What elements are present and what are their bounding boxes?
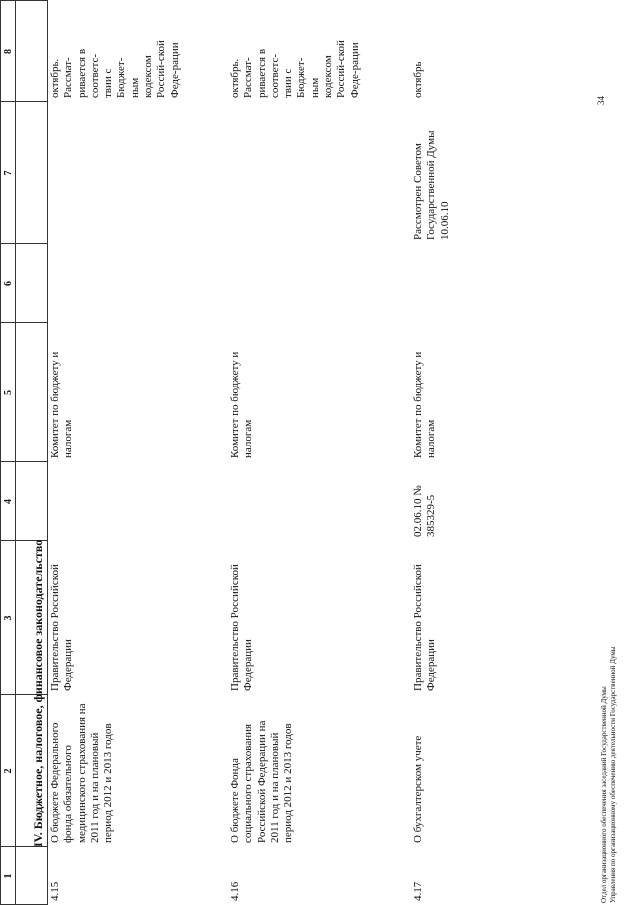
column-header: 3: [3, 615, 14, 621]
table-top-rule: [0, 0, 1, 905]
bill-initiator: Правительство Российской Федерации: [49, 564, 75, 691]
bill-title: О бухгалтерском учете: [412, 735, 424, 843]
column-header: 2: [3, 768, 14, 774]
review-term: октябрь: [412, 61, 424, 98]
header-bottom-rule: [15, 0, 16, 905]
bill-title: О бюджете Федерального фонда обязательного медицинского страхования на 2011 год и на плановый период 2012 и 2013 годов: [49, 703, 115, 843]
column-header: 6: [3, 281, 14, 286]
footer-directorate: Управления по организационному обеспечению деятельности Государственной Думы: [609, 646, 617, 903]
responsible-committee: Комитет по бюджету и налогам: [49, 351, 75, 458]
review-term: октябрь. Рассмат-ривается в соответс-твии с Бюджет-ным кодексом Россий-ской Феде-рации: [229, 40, 361, 98]
responsible-committee: Комитет по бюджету и налогам: [229, 351, 255, 458]
bill-initiator: Правительство Российской Федерации: [412, 564, 438, 691]
footer-department: Отдел организационного обеспечения заседаний Государственной Думы: [600, 686, 608, 903]
column-header: 8: [3, 49, 14, 54]
row-number: 4.16: [229, 881, 241, 901]
bill-registration: 02.06.10 № 385329-5: [412, 485, 438, 537]
row-number: 4.15: [49, 881, 61, 901]
section-title: IV. Бюджетное, налоговое, финансовое законодательство: [31, 539, 45, 847]
column-header: 4: [3, 499, 14, 504]
bill-initiator: Правительство Российской Федерации: [229, 564, 255, 691]
bill-title: О бюджете Фонда социального страхования Российской Федерации на 2011 год и на плановый период 2012 и 2013 годов: [229, 720, 295, 843]
column-header: 1: [3, 873, 14, 879]
review-term: октябрь. Рассмат-ривается в соответс-твии с Бюджет-ным кодексом Россий-ской Феде-рации: [49, 40, 181, 98]
row-number: 4.17: [412, 881, 424, 901]
responsible-committee: Комитет по бюджету и налогам: [412, 351, 438, 458]
column-header: 5: [3, 390, 14, 395]
page-number: 34: [596, 96, 606, 105]
council-status: Рассмотрен Советом Государственной Думы 10.06.10: [412, 130, 451, 240]
section-bottom-rule: [47, 0, 48, 905]
column-header: 7: [3, 170, 14, 176]
